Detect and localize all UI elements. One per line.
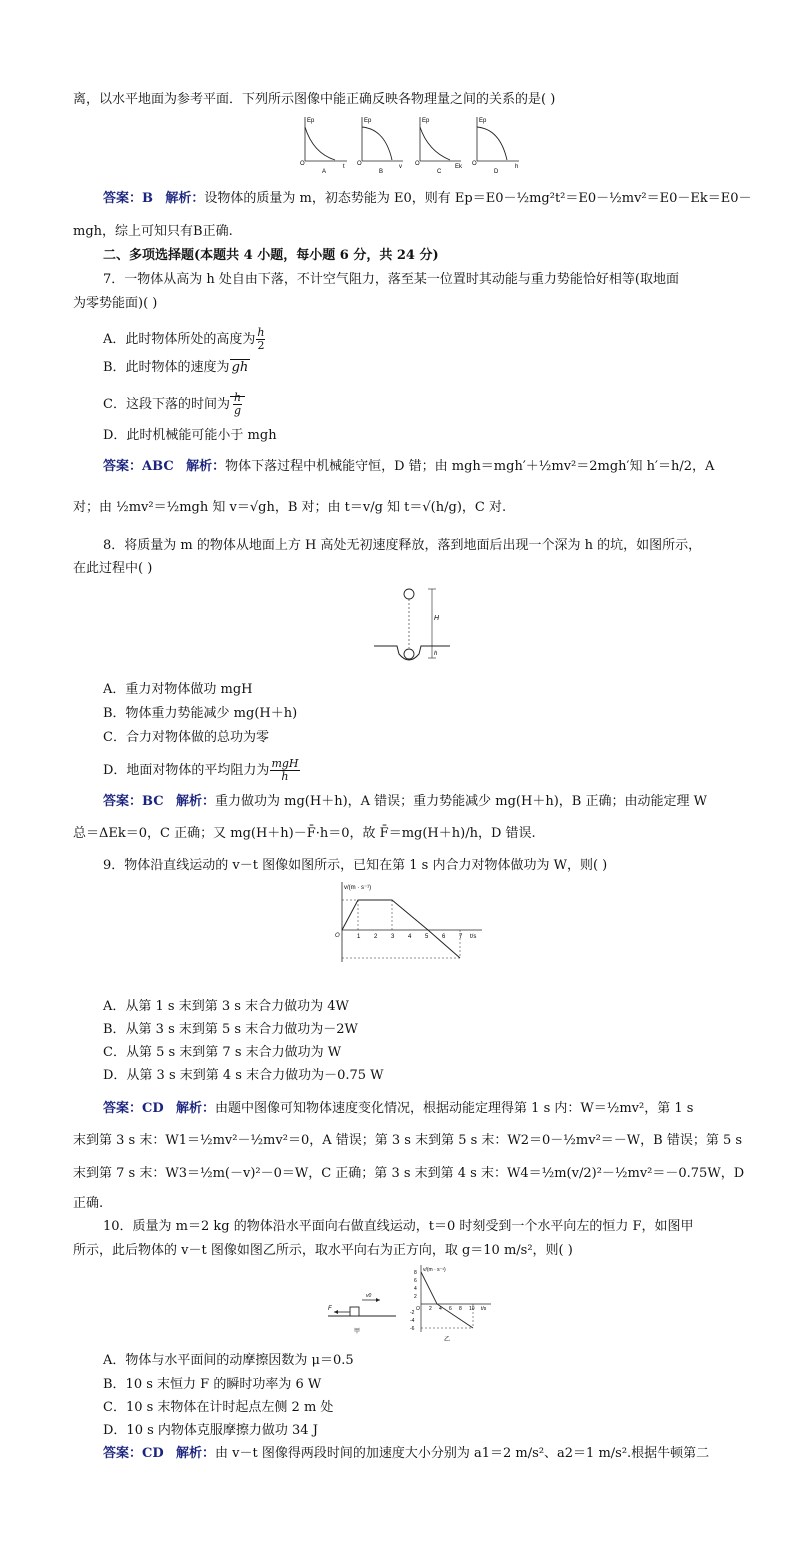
svg-text:Ek: Ek: [455, 164, 463, 170]
q7-option-c: [103, 392, 245, 417]
q6-graph-b: [357, 117, 403, 175]
x-tick-label: 7: [459, 934, 463, 940]
y-tick-label: 4: [414, 1286, 417, 1292]
q9-option-c: C．从第 5 s 末到第 7 s 末合力做功为 W: [103, 1045, 342, 1060]
svg-text:Ep: Ep: [479, 118, 487, 124]
answer-label: 答案：BC: [103, 794, 164, 809]
q7-option-b: [103, 360, 250, 376]
x-tick-label: 4: [439, 1306, 442, 1312]
q8-option-d: [103, 758, 301, 783]
option-text: C．这段下落的时间为: [103, 397, 230, 412]
q7-answer-line-2: 对；由 ½mv²＝½mgh 知 v＝√gh，B 对；由 t＝v/g 知 t＝√(h/g)，C 对.: [73, 500, 507, 515]
q8-option-b: B．物体重力势能减少 mg(H＋h): [103, 706, 298, 721]
y-tick-label: -4: [410, 1318, 415, 1324]
option-text: A．此时物体所处的高度为: [103, 332, 256, 347]
analysis-text: 物体下落过程中机械能守恒，D 错；由 mgh＝mgh′＋½mv²＝2mgh′知 h′＝h/2，A: [225, 459, 715, 474]
x-tick-label: 1: [357, 934, 361, 940]
q6-graph-d: [472, 117, 519, 175]
svg-text:O: O: [300, 161, 305, 167]
origin-label: O: [335, 933, 340, 939]
x-axis-label: t/s: [481, 1306, 487, 1312]
svg-text:F: F: [328, 1306, 332, 1312]
q10-stem-line-1: 10．质量为 m＝2 kg 的物体沿水平面向右做直线运动，t＝0 时刻受到一个水平向左的恒力 F，如图甲: [103, 1219, 694, 1234]
option-text: D．地面对物体的平均阻力为: [103, 763, 270, 778]
svg-text:甲: 甲: [354, 1329, 361, 1335]
q10-option-d: D．10 s 内物体克服摩擦力做功 34 J: [103, 1423, 318, 1438]
y-axis-label: v/(m · s⁻¹): [423, 1267, 446, 1273]
option-text: B．此时物体的速度为: [103, 360, 230, 375]
svg-text:Ep: Ep: [422, 118, 430, 124]
q6-answer-line-2: mgh，综上可知只有B正确.: [73, 224, 233, 239]
y-axis-label: v/(m · s⁻¹): [344, 885, 372, 891]
block: [350, 1307, 359, 1316]
q8-answer-line-1: [103, 794, 707, 810]
q8-diagram: [370, 582, 470, 674]
analysis-text: 由 v－t 图像得两段时间的加速度大小分别为 a1＝2 m/s²、a2＝1 m/s².根据牛顿第二: [215, 1446, 710, 1461]
svg-text:Ep: Ep: [307, 118, 315, 124]
x-tick-label: 4: [408, 934, 412, 940]
label-H: H: [434, 615, 440, 622]
answer-label: 答案：CD: [103, 1101, 164, 1116]
svg-text:O: O: [472, 161, 477, 167]
x-tick-label: 8: [459, 1306, 462, 1312]
analysis-label: 解析：: [186, 459, 226, 474]
analysis-text: 由题中图像可知物体速度变化情况，根据动能定理得第 1 s 内：W＝½mv²，第 1 s: [215, 1101, 694, 1116]
q10-option-b: B．10 s 末恒力 F 的瞬时功率为 6 W: [103, 1377, 322, 1392]
q10-vt-chart: [407, 1262, 495, 1344]
svg-text:Ep: Ep: [364, 118, 372, 124]
q6-graph-a: [300, 117, 347, 175]
q9-answer-line-4: 正确.: [73, 1196, 104, 1211]
x-tick-label: 2: [374, 934, 378, 940]
q8-option-a: A．重力对物体做功 mgH: [103, 682, 253, 697]
x-tick-label: 5: [425, 934, 429, 940]
svg-text:乙: 乙: [444, 1337, 451, 1343]
analysis-text: 设物体的质量为 m，初态势能为 E0，则有 Ep＝E0－½mg²t²＝E0－½mv²＝E0－Ek＝E0－: [204, 191, 752, 206]
x-axis-label: t/s: [470, 934, 477, 940]
q10-option-a: A．物体与水平面间的动摩擦因数为 μ＝0.5: [103, 1353, 354, 1368]
q7-stem-line-1: 7．一物体从高为 h 处自由下落，不计空气阻力，落至某一位置时其动能与重力势能恰好相等(取地面: [103, 272, 679, 287]
y-tick-label: -6: [410, 1326, 415, 1332]
sqrt-h-over-g: $\frac{h}{g}$: [230, 396, 245, 412]
svg-text:O: O: [415, 161, 420, 167]
x-tick-label: 6: [442, 934, 446, 940]
svg-text:v: v: [399, 164, 402, 170]
q7-option-a: [103, 327, 266, 352]
q9-vt-chart: [334, 880, 486, 966]
analysis-label: 解析：: [165, 191, 205, 206]
q8-stem-line-2: 在此过程中( ): [73, 561, 153, 576]
answer-label: 答案：ABC: [103, 459, 174, 474]
q9-option-b: B．从第 3 s 末到第 5 s 末合力做功为－2W: [103, 1022, 358, 1037]
x-tick-label: 10: [469, 1306, 475, 1312]
q9-option-a: A．从第 1 s 末到第 3 s 末合力做功为 4W: [103, 999, 349, 1014]
q10-figure-a: [326, 1288, 398, 1338]
question-6-stem-tail: 离，以水平地面为参考平面．下列所示图像中能正确反映各物理量之间的关系的是( ): [73, 92, 556, 107]
answer-label: 答案：B: [103, 191, 153, 206]
analysis-label: 解析：: [176, 1446, 216, 1461]
y-tick-label: -2: [410, 1310, 415, 1316]
q10-option-c: C．10 s 末物体在计时起点左侧 2 m 处: [103, 1400, 334, 1415]
x-tick-label: 6: [449, 1306, 452, 1312]
q8-answer-line-2: 总＝ΔEk＝0，C 正确；又 mg(H＋h)－F̄·h＝0，故 F̄＝mg(H＋h)/h，D 错误.: [73, 826, 536, 841]
svg-text:B: B: [379, 169, 384, 175]
q9-option-d: D．从第 3 s 末到第 4 s 末合力做功为－0.75 W: [103, 1068, 384, 1083]
y-tick-label: 2: [414, 1294, 417, 1300]
q9-answer-line-2: 末到第 3 s 末：W1＝½mv²－½mv²＝0，A 错误；第 3 s 末到第 5 s 末：W2＝0－½mv²＝－W，B 错误；第 5 s: [73, 1133, 743, 1148]
analysis-text: 重力做功为 mg(H＋h)，A 错误；重力势能减少 mg(H＋h)，B 正确；由动能定理 W: [215, 794, 707, 809]
vt-line: [421, 1272, 473, 1328]
svg-text:t: t: [343, 164, 345, 170]
sqrt-gh: gh: [231, 360, 249, 375]
x-tick-label: 2: [429, 1306, 432, 1312]
q8-option-c: C．合力对物体做的总功为零: [103, 730, 269, 745]
q9-answer-line-1: [103, 1101, 693, 1117]
q9-stem: 9．物体沿直线运动的 v－t 图像如图所示，已知在第 1 s 内合力对物体做功为 W，则( ): [103, 858, 608, 873]
q6-graph-c: [415, 117, 463, 175]
vt-line: [342, 900, 460, 958]
falling-ball: [404, 589, 414, 599]
q6-graph-options: [295, 113, 525, 175]
fraction: $\frac{\text{mgH}}{h}$: [271, 757, 299, 783]
analysis-label: 解析：: [176, 1101, 216, 1116]
q7-stem-line-2: 为零势能面)( ): [73, 296, 158, 311]
svg-text:O: O: [357, 161, 362, 167]
y-tick-label: 8: [414, 1270, 417, 1276]
q10-stem-line-2: 所示，此后物体的 v－t 图像如图乙所示，取水平向右为正方向，取 g＝10 m/s²，则( ): [73, 1243, 573, 1258]
section-title: 二、多项选择题(本题共 4 小题，每小题 6 分，共 24 分): [103, 248, 439, 263]
q7-answer-line-1: [103, 459, 714, 475]
svg-text:D: D: [494, 169, 499, 175]
q7-option-d: D．此时机械能可能小于 mgh: [103, 428, 277, 443]
analysis-label: 解析：: [175, 794, 215, 809]
label-h: h: [434, 651, 438, 657]
svg-text:C: C: [437, 169, 442, 175]
q10-answer-line-1: [103, 1446, 709, 1462]
origin-label: O: [416, 1306, 420, 1312]
svg-text:h: h: [515, 164, 519, 170]
q6-answer-line-1: [103, 191, 752, 207]
fraction: $\frac{h}{2}$: [257, 326, 265, 352]
q9-answer-line-3: 末到第 7 s 末：W3＝½m(－v)²－0＝W，C 正确；第 3 s 末到第 4 s 末：W4＝½m(v/2)²－½mv²＝－0.75W，D: [73, 1166, 745, 1181]
svg-text:v0: v0: [366, 1293, 372, 1299]
q8-stem-line-1: 8．将质量为 m 的物体从地面上方 H 高处无初速度释放，落到地面后出现一个深为 h 的坑，如图所示，: [103, 538, 702, 553]
answer-label: 答案：CD: [103, 1446, 164, 1461]
y-tick-label: 6: [414, 1278, 417, 1284]
x-tick-label: 3: [391, 934, 395, 940]
svg-text:A: A: [322, 169, 327, 175]
